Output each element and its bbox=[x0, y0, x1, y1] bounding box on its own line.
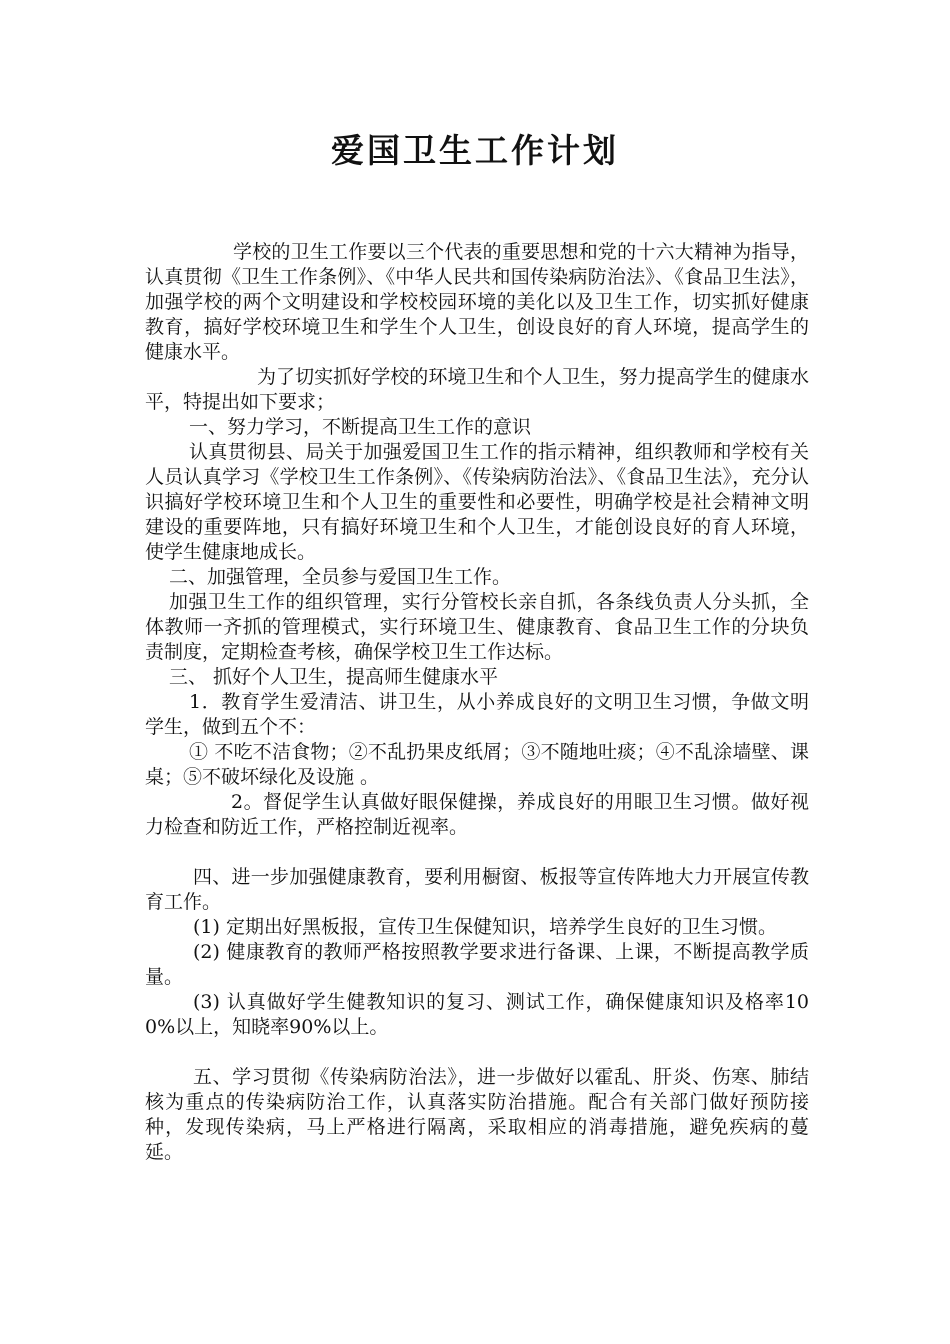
list-item-sub-3: (3) 认真做好学生健教知识的复习、测试工作，确保健康知识及格率100%以上，知晓率90%以上。 bbox=[145, 991, 809, 1038]
section-heading-5: 五、学习贯彻《传染病防治法》，进一步做好以霍乱、肝炎、伤寒、肺结核为重点的传染病防治工作，认真落实防治措施。配合有关部门做好预防接种，发现传染病，马上严格进行隔离，采取相应的消毒措施，避免疾病的蔓延。 bbox=[145, 1066, 809, 1163]
spacer bbox=[145, 1040, 809, 1065]
section-heading-4: 四、进一步加强健康教育，要利用橱窗、板报等宣传阵地大力开展宣传教育工作。 bbox=[145, 866, 809, 913]
list-item-sub-1: (1) 定期出好黑板报，宣传卫生保健知识，培养学生良好的卫生习惯。 bbox=[193, 916, 777, 938]
paragraph-section-2: 加强卫生工作的组织管理，实行分管校长亲自抓，各条线负责人分头抓，全体教师一齐抓的管理模式，实行环境卫生、健康教育、食品卫生工作的分块负责制度，定期检查考核，确保学校卫生工作达标。 bbox=[145, 591, 809, 663]
spacer bbox=[145, 840, 809, 865]
list-item-1: 1．教育学生爱清洁、讲卫生，从小养成良好的文明卫生习惯，争做文明学生，做到五个不： bbox=[145, 691, 809, 738]
list-item-sub-2: (2) 健康教育的教师严格按照教学要求进行备课、上课，不断提高教学质量。 bbox=[145, 941, 809, 988]
paragraph-requirements: 为了切实抓好学校的环境卫生和个人卫生，努力提高学生的健康水平，特提出如下要求； bbox=[145, 366, 809, 413]
paragraph-intro: 学校的卫生工作要以三个代表的重要思想和党的十六大精神为指导，认真贯彻《卫生工作条例》、《中华人民共和国传染病防治法》、《食品卫生法》，加强学校的两个文明建设和学校校园环境的美化以及卫生工作，切实抓好健康教育，搞好学校环境卫生和学生个人卫生，创设良好的育人环境，提高学生的健康水平。 bbox=[145, 241, 809, 363]
section-heading-1: 一、努力学习，不断提高卫生工作的意识 bbox=[189, 416, 532, 438]
list-item-2: 2。督促学生认真做好眼保健操，养成良好的用眼卫生习惯。做好视力检查和防近工作，严格控制近视率。 bbox=[145, 791, 809, 838]
section-heading-3: 三、 抓好个人卫生，提高师生健康水平 bbox=[169, 666, 499, 688]
section-heading-2: 二、加强管理，全员参与爱国卫生工作。 bbox=[169, 566, 512, 588]
document-body bbox=[145, 240, 809, 1165]
paragraph-section-1: 认真贯彻县、局关于加强爱国卫生工作的指示精神，组织教师和学校有关人员认真学习《学校卫生工作条例》、《传染病防治法》、《食品卫生法》，充分认识搞好学校环境卫生和个人卫生的重要性和必要性，明确学校是社会精神文明建设的重要阵地，只有搞好环境卫生和个人卫生，才能创设良好的育人环境，使学生健康地成长。 bbox=[145, 441, 809, 563]
document-title: 爱国卫生工作计划 bbox=[331, 131, 619, 170]
five-nots-list: ① 不吃不洁食物；②不乱扔果皮纸屑；③不随地吐痰；④不乱涂墙壁、课桌；⑤不破坏绿化及设施 。 bbox=[145, 741, 809, 788]
